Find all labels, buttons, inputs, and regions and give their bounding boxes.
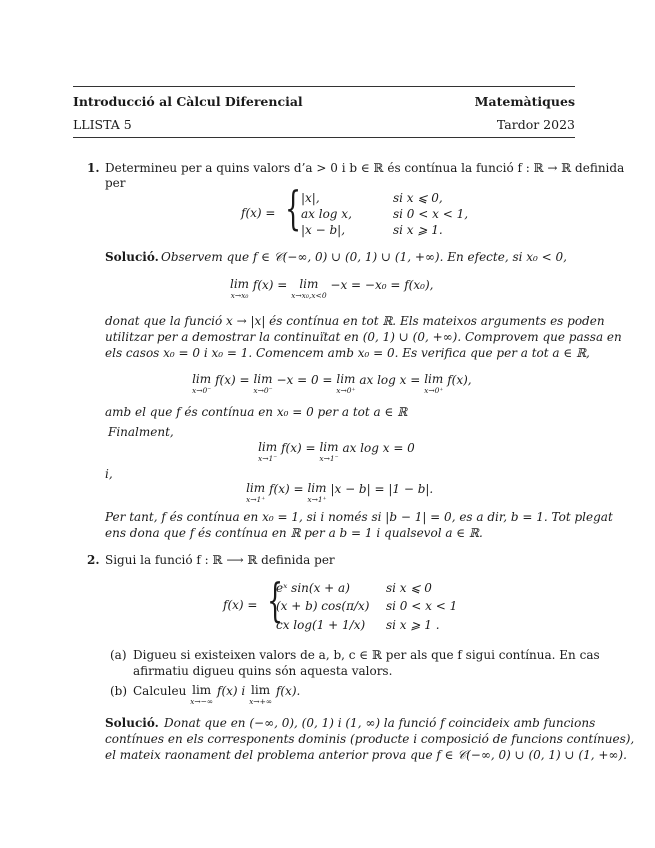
p1-case-2-expr: ax log x, <box>301 207 352 221</box>
problem-1-f-label: f(x) = <box>241 206 276 220</box>
lim-operator: lim <box>253 372 273 386</box>
lim-subscript: x→1⁺ <box>307 495 327 504</box>
problem-1-statement-line-1: Determineu per a quins valors d’a > 0 i b ∈ ℝ és contínua la funció f : ℝ → ℝ definida <box>105 161 625 175</box>
eq-text: ax log x = 0 <box>342 441 415 455</box>
p1-equation-4 <box>246 482 433 506</box>
p1-solution-label: Solució. <box>105 250 159 264</box>
p1-equation-2 <box>192 373 472 397</box>
course-title: Introducció al Càlcul Diferencial <box>73 94 303 109</box>
lim-operator: lim <box>299 277 319 291</box>
eq-text: |x − b| = |1 − b|. <box>330 482 434 496</box>
p1-case-2-cond: si 0 < x < 1, <box>393 207 469 221</box>
lim-operator: lim <box>230 277 250 291</box>
lim-operator: lim <box>319 440 339 454</box>
p1-after-eq2: amb el que f és contínua en x₀ = 0 per a tot a ∈ ℝ <box>105 405 408 419</box>
lim-subscript: x→−∞ <box>190 697 214 706</box>
p1-finalment: Finalment, <box>108 425 174 439</box>
eq-text: f(x) = <box>252 278 288 292</box>
p1-case-3-cond: si x ⩾ 1. <box>393 223 443 237</box>
lim-subscript: x→x₀,x<0 <box>291 291 327 300</box>
term: Tardor 2023 <box>496 117 575 132</box>
p1-conclusion-line-1: Per tant, f és contínua en x₀ = 1, si i només si |b − 1| = 0, es a dir, b = 1. Tot plegat <box>105 510 613 524</box>
lim-operator: lim <box>424 372 444 386</box>
p1-equation-1 <box>230 278 433 302</box>
eq-text: f(x), <box>447 373 472 387</box>
p1-case-3-expr: |x − b|, <box>301 223 346 237</box>
problem-1-number: 1. <box>87 161 100 175</box>
lim-operator: lim <box>336 372 356 386</box>
p2-part-b <box>133 684 300 708</box>
p1-para-line-2: utilitzar per a demostrar la continuïtat en (0, 1) ∪ (0, +∞). Comprovem que passa en <box>105 330 622 344</box>
p2-case-2-cond: si 0 < x < 1 <box>386 599 458 613</box>
lim-subscript: x→0⁺ <box>424 386 444 395</box>
lim-operator: lim <box>307 481 327 495</box>
p2-part-a-line-1: Digueu si existeixen valors de a, b, c ∈ ℝ per als que f sigui contínua. En cas <box>133 648 600 662</box>
p2-solution-line-2: contínues en els corresponents dominis (producte i composició de funcions contínues), <box>105 732 635 746</box>
lim-operator: lim <box>258 440 278 454</box>
p1-para-line-3: els casos x₀ = 0 i x₀ = 1. Comencem amb x₀ = 0. Es verifica que per a tot a ∈ ℝ, <box>105 346 590 360</box>
eq-text: −x = −x₀ = f(x₀), <box>330 278 434 292</box>
p1-para-line-1: donat que la funció x → |x| és contínua en tot ℝ. Els mateixos arguments es poden <box>105 314 605 328</box>
lim-operator: lim <box>246 481 266 495</box>
part-b-text: f(x) i <box>217 684 246 698</box>
p2-solution-label: Solució. <box>105 716 159 730</box>
problem-2-statement: Sigui la funció f : ℝ ⟶ ℝ definida per <box>105 553 335 567</box>
subject-title: Matemàtiques <box>474 94 575 109</box>
problem-2-brace: { <box>267 573 284 627</box>
eq-text: ax log x = <box>359 373 421 387</box>
p2-part-a-line-2: afirmatiu digueu quins són aquesta valors. <box>133 664 393 678</box>
part-b-text: f(x). <box>275 684 301 698</box>
eq-text: −x = 0 = <box>276 373 333 387</box>
p1-i-word: i, <box>105 467 113 481</box>
lim-subscript: x→0⁻ <box>192 386 212 395</box>
eq-text: f(x) = <box>269 482 304 496</box>
p1-conclusion-line-2: ens dona que f és contínua en ℝ per a b = 1 i qualsevol a ∈ ℝ. <box>105 526 483 540</box>
top-rule <box>73 86 575 87</box>
p2-case-3-expr: cx log(1 + 1/x) <box>276 618 366 632</box>
eq-text: f(x) = <box>281 441 316 455</box>
lim-subscript: x→1⁻ <box>319 454 339 463</box>
lim-subscript: x→0⁻ <box>253 386 273 395</box>
p1-solution-intro: Observem que f ∈ 𝒞(−∞, 0) ∪ (0, 1) ∪ (1, +∞). En efecte, si x₀ < 0, <box>161 250 567 264</box>
p1-case-1-expr: |x|, <box>301 191 320 205</box>
p2-case-3-cond: si x ⩾ 1 . <box>386 618 440 632</box>
problem-2-number: 2. <box>87 553 100 567</box>
eq-text: f(x) = <box>215 373 250 387</box>
lim-subscript: x→0⁺ <box>336 386 356 395</box>
lim-subscript: x→+∞ <box>249 697 273 706</box>
list-number: LLISTA 5 <box>73 117 132 132</box>
p1-case-1-cond: si x ⩽ 0, <box>393 191 443 205</box>
part-b-text: Calculeu <box>133 684 187 698</box>
problem-1-brace: { <box>285 181 302 235</box>
lim-operator: lim <box>192 683 212 697</box>
p2-case-1-cond: si x ⩽ 0 <box>386 581 432 595</box>
p2-part-b-label: (b) <box>110 684 128 698</box>
problem-2-f-label: f(x) = <box>223 598 258 612</box>
p1-equation-3 <box>258 441 415 465</box>
problem-1-statement-line-2: per <box>105 176 126 190</box>
lim-operator: lim <box>192 372 212 386</box>
p2-solution-line-1: Donat que en (−∞, 0), (0, 1) i (1, ∞) la funció f coincideix amb funcions <box>164 716 596 730</box>
lim-operator: lim <box>251 683 271 697</box>
p2-part-a-label: (a) <box>110 648 127 662</box>
p2-case-2-expr: (x + b) cos(π/x) <box>276 599 370 613</box>
p2-solution-line-3: el mateix raonament del problema anterior prova que f ∈ 𝒞(−∞, 0) ∪ (0, 1) ∪ (1, +∞). <box>105 748 627 762</box>
lim-subscript: x→1⁻ <box>258 454 278 463</box>
bottom-rule <box>73 137 575 138</box>
lim-subscript: x→x₀ <box>230 291 249 300</box>
p2-case-1-expr: eˣ sin(x + a) <box>276 581 350 595</box>
lim-subscript: x→1⁺ <box>246 495 266 504</box>
